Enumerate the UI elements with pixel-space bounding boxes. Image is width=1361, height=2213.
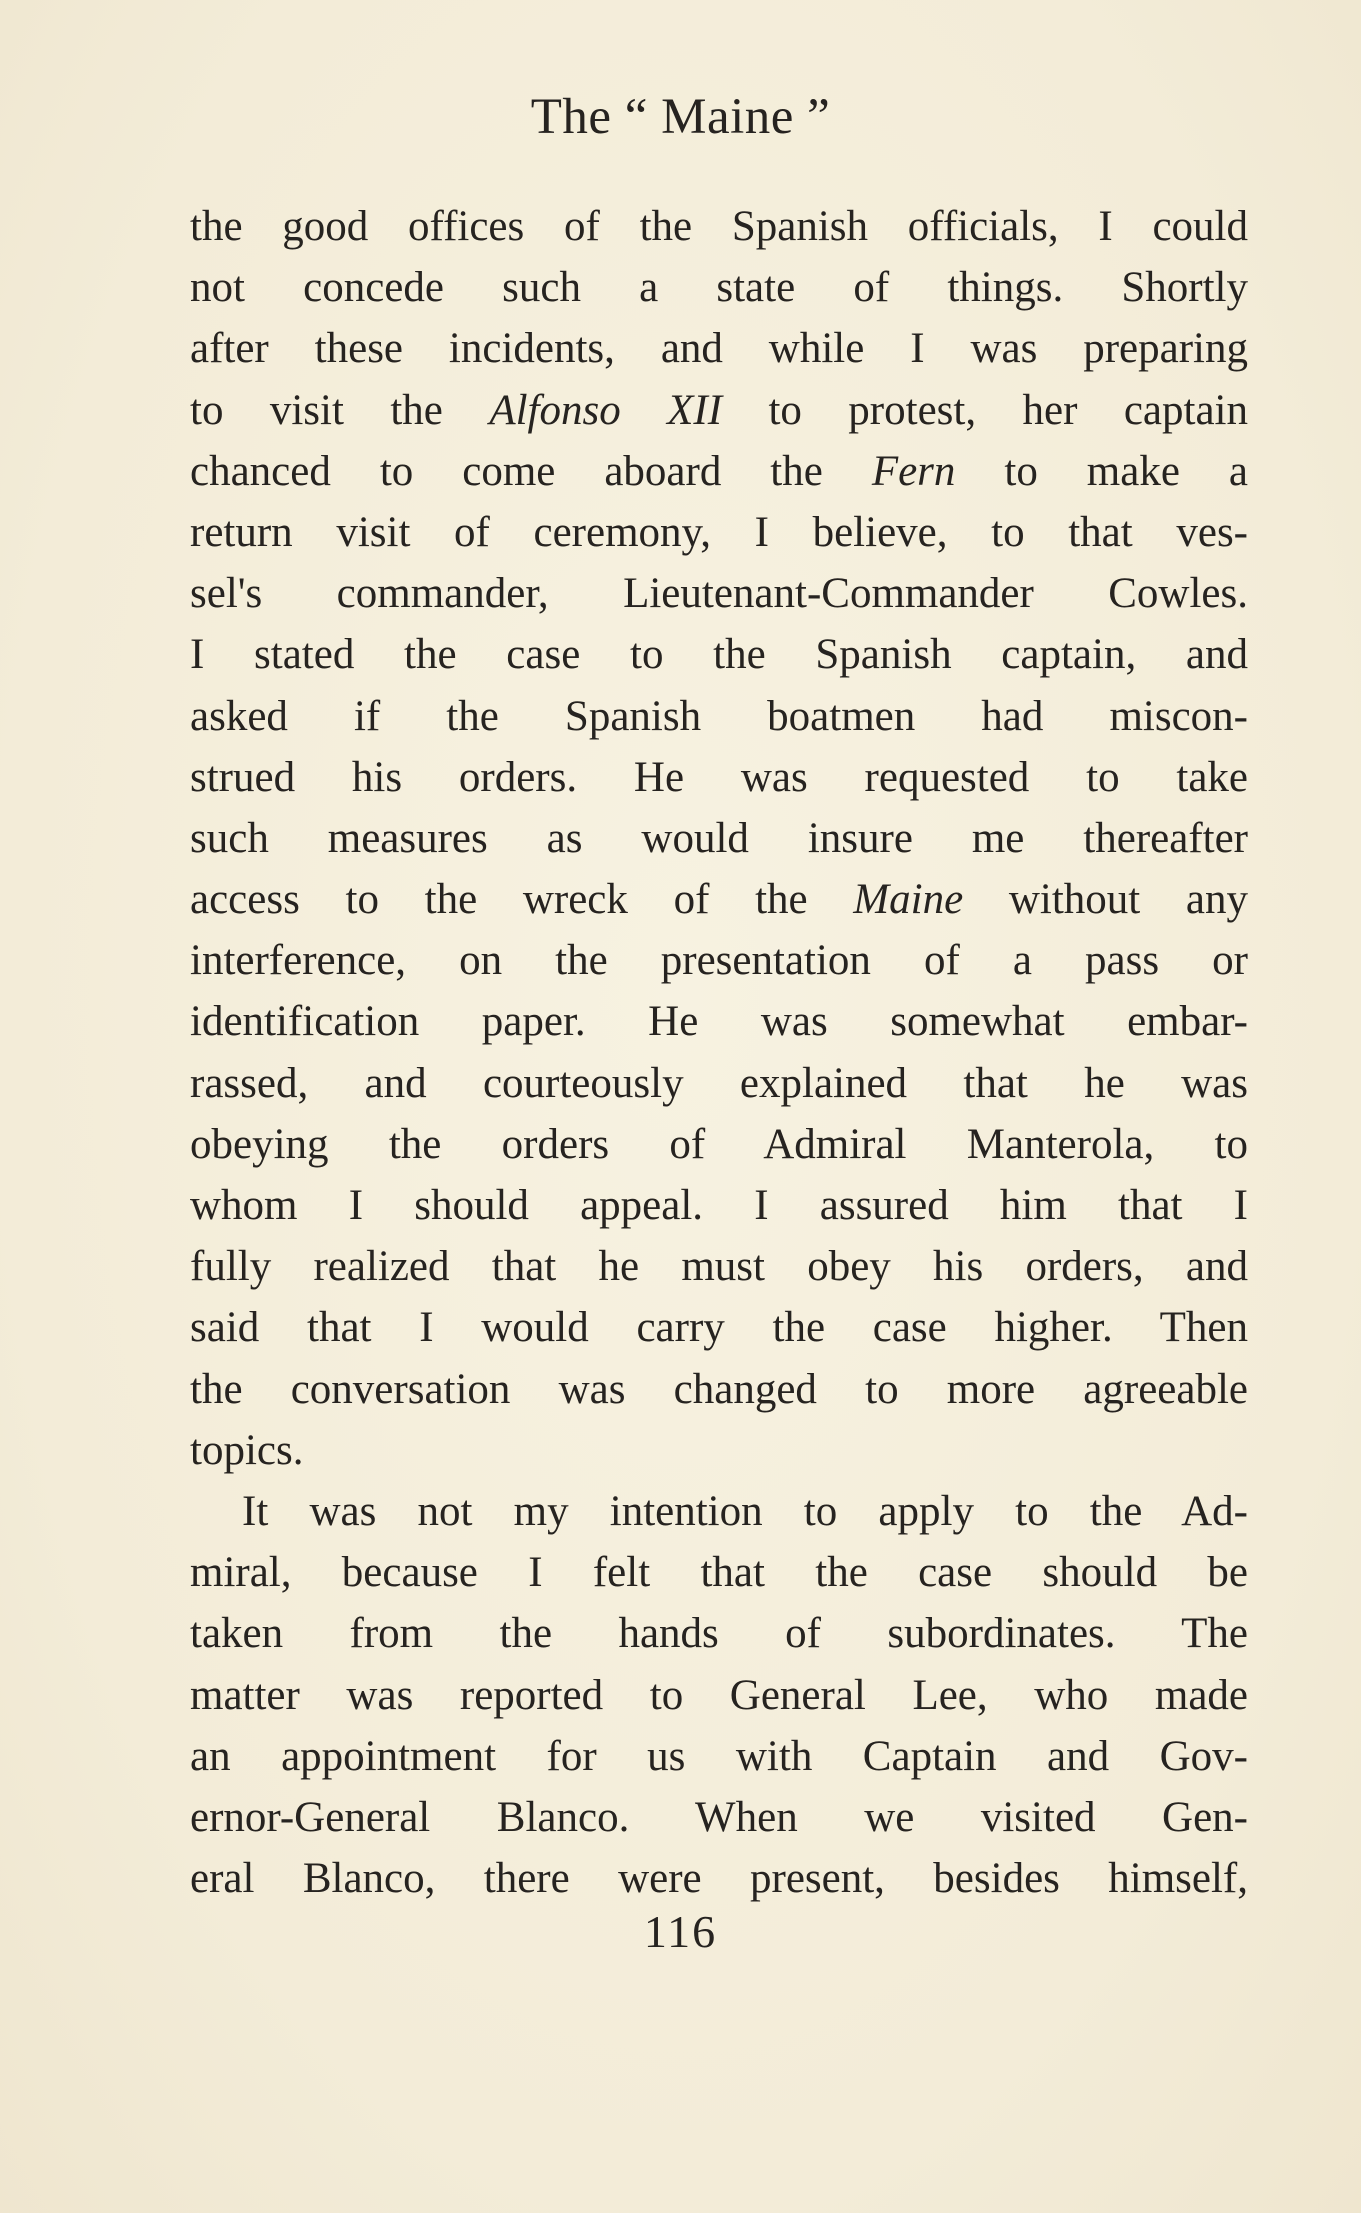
text-line: access to the wreck of the Maine without any <box>190 876 1248 924</box>
text-line: said that I would carry the case higher. Then <box>190 1304 1248 1352</box>
text-line: the good offices of the Spanish officials, I could <box>190 203 1248 250</box>
text-line: eral Blanco, there were present, besides himself, <box>190 1855 1248 1903</box>
text-line: return visit of ceremony, I believe, to that ves- <box>190 508 1248 556</box>
text-line: miral, because I felt that the case should be <box>190 1549 1248 1597</box>
text-line: the conversation was changed to more agreeable <box>190 1365 1248 1413</box>
text-line: chanced to come aboard the Fern to make a <box>190 447 1248 495</box>
text-line: ernor-General Blanco. When we visited Gen- <box>190 1793 1248 1841</box>
text-line: such measures as would insure me thereafter <box>190 814 1248 862</box>
text-line: strued his orders. He was requested to take <box>190 753 1248 801</box>
text-line: whom I should appeal. I assured him that I <box>190 1182 1248 1229</box>
text-line: sel's commander, Lieutenant-Commander Cowles. <box>190 570 1248 618</box>
text-line: taken from the hands of subordinates. The <box>190 1610 1248 1658</box>
ship-name: Fern <box>871 447 956 495</box>
text-line: to visit the Alfonso XII to protest, her captain <box>190 386 1248 434</box>
ship-name: Alfonso XII <box>489 386 723 434</box>
text-line: not concede such a state of things. Shortly <box>190 264 1248 312</box>
text-line: matter was reported to General Lee, who made <box>190 1671 1248 1719</box>
text-line: interference, on the presentation of a pass or <box>190 937 1248 985</box>
text-line: I stated the case to the Spanish captain, and <box>190 631 1248 679</box>
paragraph-end-line: topics. <box>190 1426 304 1474</box>
text-line: obeying the orders of Admiral Manterola, to <box>190 1120 1248 1168</box>
text-line: an appointment for us with Captain and Gov- <box>190 1732 1248 1780</box>
text-line: identification paper. He was somewhat embar- <box>190 998 1248 1046</box>
text-line: after these incidents, and while I was preparing <box>190 325 1248 373</box>
running-head: The “ Maine ” <box>530 89 831 145</box>
text-line: rassed, and courteously explained that he was <box>190 1059 1248 1107</box>
body-text <box>190 196 1248 1909</box>
text-line: asked if the Spanish boatmen had miscon- <box>190 692 1248 740</box>
paragraph-start-line: It was not my intention to apply to the Ad- <box>242 1487 1248 1535</box>
ship-name: Maine <box>853 876 964 924</box>
page-number: 116 <box>643 1906 718 1957</box>
text-line: fully realized that he must obey his orders, and <box>190 1243 1248 1291</box>
